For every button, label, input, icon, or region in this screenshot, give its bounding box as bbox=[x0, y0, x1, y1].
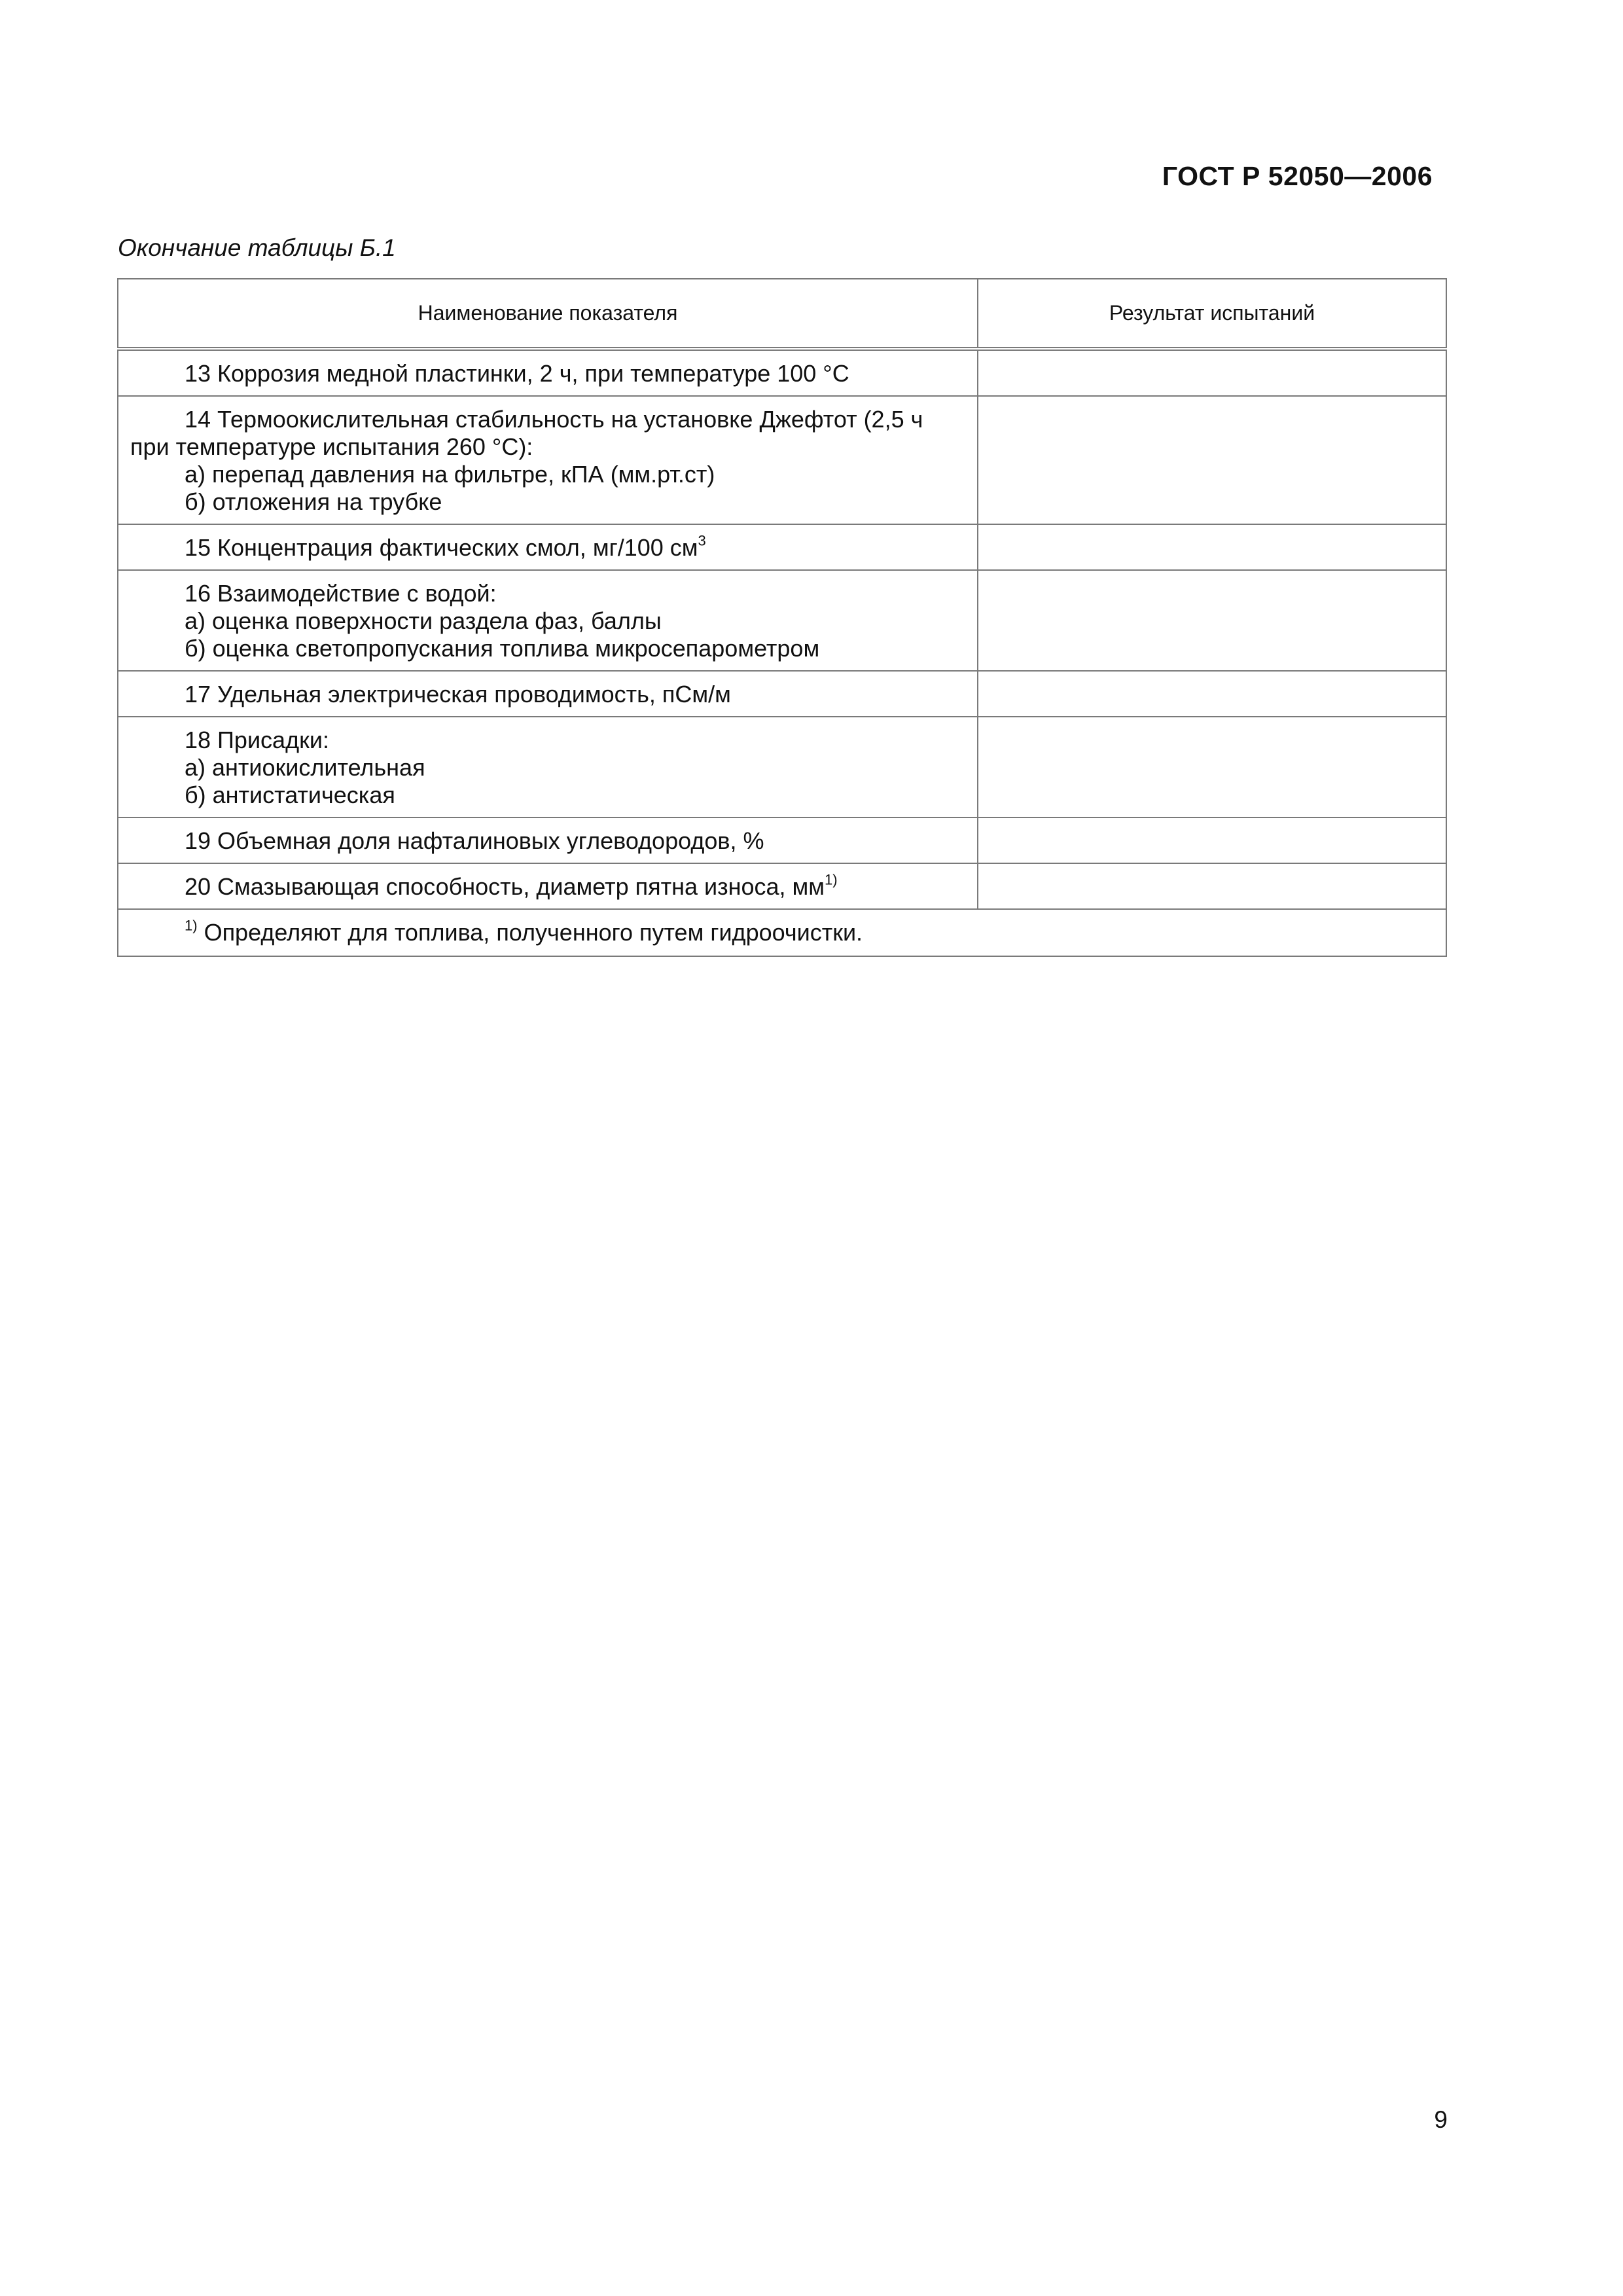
indicator-line bbox=[130, 461, 965, 488]
table-row bbox=[118, 717, 1446, 817]
indicator-text: а) антиокислительная bbox=[185, 754, 425, 781]
indicator-text: б) отложения на трубке bbox=[185, 488, 442, 515]
indicator-line bbox=[130, 754, 965, 781]
indicator-text: б) антистатическая bbox=[185, 781, 395, 808]
footnote-row bbox=[118, 909, 1446, 956]
indicator-cell bbox=[118, 524, 978, 570]
result-cell bbox=[978, 717, 1446, 817]
indicator-line bbox=[130, 360, 965, 387]
indicator-cell bbox=[118, 863, 978, 909]
column-header-indicator: Наименование показателя bbox=[118, 279, 978, 349]
table-row bbox=[118, 524, 1446, 570]
superscript: 1) bbox=[825, 871, 838, 888]
indicator-cell bbox=[118, 349, 978, 396]
indicator-line bbox=[130, 873, 965, 901]
document-code: ГОСТ Р 52050—2006 bbox=[1162, 161, 1433, 191]
table-caption: Окончание таблицы Б.1 bbox=[118, 234, 396, 261]
indicator-line bbox=[130, 681, 965, 708]
column-header-result: Результат испытаний bbox=[978, 279, 1446, 349]
table-header-row bbox=[118, 279, 1446, 349]
footnote-cell bbox=[118, 909, 1446, 956]
result-cell bbox=[978, 570, 1446, 671]
indicator-cell bbox=[118, 396, 978, 524]
table-row bbox=[118, 349, 1446, 396]
indicator-cell bbox=[118, 717, 978, 817]
indicator-line bbox=[130, 580, 965, 607]
indicator-text: б) оценка светопропускания топлива микросепарометром bbox=[185, 635, 820, 662]
indicator-line bbox=[130, 827, 965, 855]
indicator-text: 19 Объемная доля нафталиновых углеводородов, % bbox=[185, 827, 764, 854]
indicator-line bbox=[130, 433, 965, 461]
indicator-line bbox=[130, 635, 965, 662]
indicator-text: при температуре испытания 260 °С): bbox=[130, 433, 533, 460]
indicator-line bbox=[130, 488, 965, 516]
result-cell bbox=[978, 817, 1446, 863]
table-row bbox=[118, 671, 1446, 717]
table-row bbox=[118, 817, 1446, 863]
result-cell bbox=[978, 524, 1446, 570]
indicator-cell bbox=[118, 570, 978, 671]
result-cell bbox=[978, 349, 1446, 396]
indicator-text: 15 Концентрация фактических смол, мг/100 см bbox=[185, 534, 698, 561]
indicator-text: а) перепад давления на фильтре, кПА (мм.рт.ст) bbox=[185, 461, 715, 488]
indicator-cell bbox=[118, 671, 978, 717]
indicator-line bbox=[130, 607, 965, 635]
indicator-text: 16 Взаимодействие с водой: bbox=[185, 580, 497, 607]
indicator-line bbox=[130, 781, 965, 809]
indicator-text: 20 Смазывающая способность, диаметр пятна износа, мм bbox=[185, 873, 825, 900]
table-body bbox=[118, 349, 1446, 956]
results-table-container bbox=[117, 278, 1446, 957]
page-number: 9 bbox=[1434, 2106, 1448, 2133]
result-cell bbox=[978, 863, 1446, 909]
results-table bbox=[117, 278, 1447, 957]
table-row bbox=[118, 570, 1446, 671]
result-cell bbox=[978, 396, 1446, 524]
indicator-text: 14 Термоокислительная стабильность на установке Джефтот (2,5 ч bbox=[185, 406, 923, 433]
indicator-text: а) оценка поверхности раздела фаз, баллы bbox=[185, 607, 662, 634]
result-cell bbox=[978, 671, 1446, 717]
footnote-text: Определяют для топлива, полученного путем гидроочистки. bbox=[197, 919, 863, 946]
superscript: 3 bbox=[698, 532, 706, 549]
footnote-marker: 1) bbox=[185, 917, 198, 934]
indicator-line bbox=[130, 406, 965, 433]
indicator-text: 18 Присадки: bbox=[185, 726, 329, 753]
table-row bbox=[118, 863, 1446, 909]
indicator-cell bbox=[118, 817, 978, 863]
indicator-text: 17 Удельная электрическая проводимость, пСм/м bbox=[185, 681, 731, 708]
indicator-text: 13 Коррозия медной пластинки, 2 ч, при температуре 100 °С bbox=[185, 360, 849, 387]
table-row bbox=[118, 396, 1446, 524]
indicator-line bbox=[130, 534, 965, 562]
indicator-line bbox=[130, 726, 965, 754]
